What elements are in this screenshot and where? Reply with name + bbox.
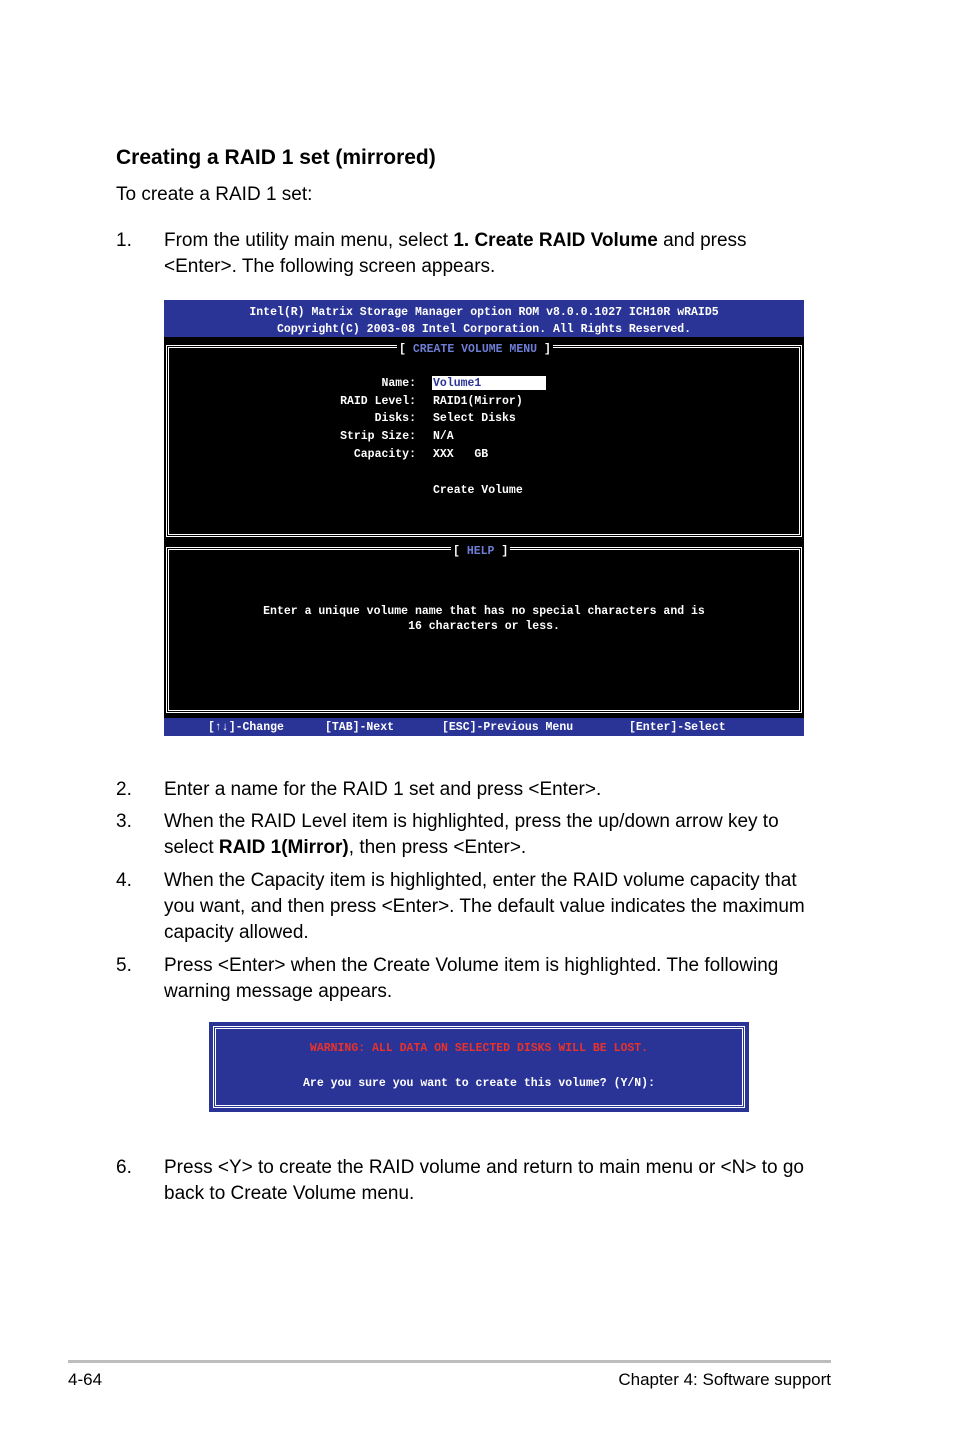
step-text: , then press <Enter>. <box>348 837 527 858</box>
step-number: 1. <box>116 230 132 251</box>
footer-rule <box>68 1360 831 1363</box>
step-text: From the utility main menu, select <box>164 230 454 251</box>
step-text: you want, and then press <Enter>. The default value indicates the maximum <box>164 896 805 917</box>
warning-dialog <box>209 1022 749 1112</box>
footer-key-select: [Enter]-Select <box>629 721 726 734</box>
warning-frame <box>213 1026 745 1108</box>
create-volume-button[interactable]: Create Volume <box>433 484 523 497</box>
create-volume-title: [ CREATE VOLUME MENU ] <box>399 343 551 356</box>
step-text: capacity allowed. <box>164 922 309 943</box>
step-text: select <box>164 837 219 858</box>
confirm-prompt[interactable]: Are you sure you want to create this volume? (Y/N): <box>303 1077 655 1090</box>
step-text: When the RAID Level item is highlighted, press the up/down arrow key to <box>164 811 779 832</box>
step-number: 2. <box>116 779 132 800</box>
help-text: 16 characters or less. <box>408 620 560 633</box>
intro-text: To create a RAID 1 set: <box>116 184 313 205</box>
field-label-name: Name: <box>381 377 416 390</box>
help-title-text: HELP <box>466 545 495 558</box>
bios-header-line: Intel(R) Matrix Storage Manager option ROM v8.0.0.1027 ICH10R wRAID5 <box>249 306 719 319</box>
step-text: back to Create Volume menu. <box>164 1183 415 1204</box>
field-label-capacity: Capacity: <box>353 448 416 461</box>
field-label-strip-size: Strip Size: <box>340 430 416 443</box>
step-text: Enter a name for the RAID 1 set and press <Enter>. <box>164 779 602 800</box>
step-text: warning message appears. <box>164 981 393 1002</box>
step-text: When the Capacity item is highlighted, enter the RAID volume capacity that <box>164 870 797 891</box>
footer-key-previous: [ESC]-Previous Menu <box>442 721 574 734</box>
footer-key-next: [TAB]-Next <box>325 721 395 734</box>
help-title: [ HELP ] <box>453 545 509 558</box>
step-number: 4. <box>116 870 132 891</box>
step-1 <box>0 228 954 282</box>
bios-header-line: Copyright(C) 2003-08 Intel Corporation. All Rights Reserved. <box>276 323 692 336</box>
field-label-disks: Disks: <box>374 412 416 425</box>
bios-header <box>164 300 804 337</box>
step-text: and press <box>657 230 747 251</box>
strip-size-value[interactable]: N/A <box>433 430 454 443</box>
field-label-raid-level: RAID Level: <box>340 395 416 408</box>
capacity-value[interactable]: XXX GB <box>433 448 489 461</box>
page-number: 4-64 <box>68 1370 103 1389</box>
chapter-title: Chapter 4: Software support <box>618 1370 831 1389</box>
help-text: Enter a unique volume name that has no special characters and is <box>263 605 705 618</box>
step-number: 6. <box>116 1157 132 1178</box>
warning-message: WARNING: ALL DATA ON SELECTED DISKS WILL BE LOST. <box>309 1042 649 1055</box>
step-text: Press <Enter> when the Create Volume item is highlighted. The following <box>164 955 779 976</box>
step-number: 3. <box>116 811 132 832</box>
disks-value[interactable]: Select Disks <box>433 412 516 425</box>
step-bold-text: 1. Create RAID Volume <box>453 230 658 251</box>
section-heading: Creating a RAID 1 set (mirrored) <box>116 146 436 169</box>
step-text: <Enter>. The following screen appears. <box>164 256 496 277</box>
name-input[interactable]: Volume1 <box>433 377 482 390</box>
step-text: Press <Y> to create the RAID volume and return to main menu or <N> to go <box>164 1157 804 1178</box>
footer-key-change: [↑↓]-Change <box>208 721 284 734</box>
menu-title: CREATE VOLUME MENU <box>412 343 538 356</box>
create-volume-frame <box>166 345 802 537</box>
step-bold-text: RAID 1(Mirror) <box>218 837 349 858</box>
raid-level-value[interactable]: RAID1(Mirror) <box>433 395 523 408</box>
step-number: 5. <box>116 955 132 976</box>
